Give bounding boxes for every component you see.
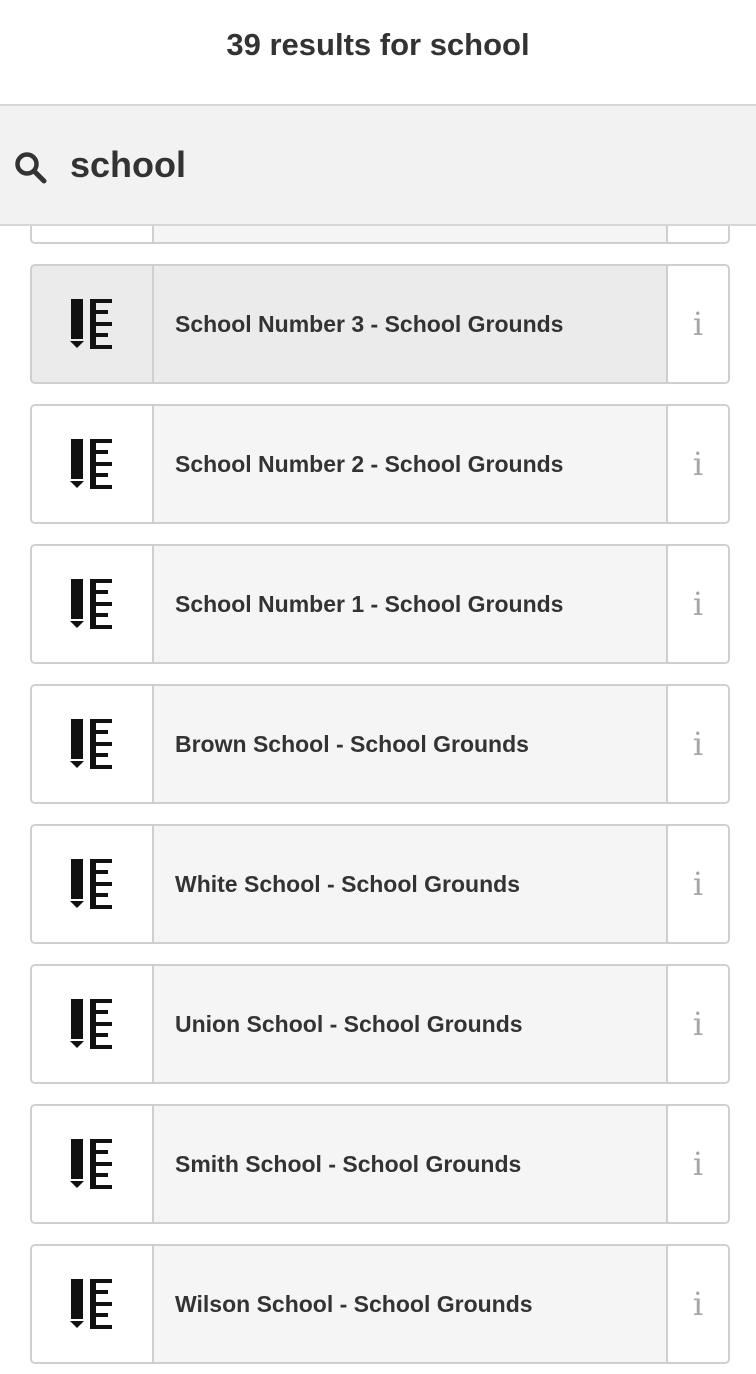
search-bar[interactable] xyxy=(0,104,756,226)
search-icon xyxy=(13,150,49,186)
result-icon-cell xyxy=(32,1106,154,1222)
search-input[interactable]: school xyxy=(70,144,187,185)
info-button[interactable] xyxy=(666,966,728,1082)
info-button[interactable] xyxy=(666,266,728,382)
info-button[interactable] xyxy=(666,406,728,522)
result-label: School Number 2 - School Grounds xyxy=(175,450,564,477)
page-title: 39 results for school xyxy=(226,27,530,62)
result-label: School Number 3 - School Grounds xyxy=(175,310,564,337)
result-row[interactable] xyxy=(30,1104,730,1224)
result-label: Smith School - School Grounds xyxy=(175,1150,522,1177)
result-label: School Number 1 - School Grounds xyxy=(175,590,564,617)
info-icon: i xyxy=(692,1285,704,1323)
result-icon-cell xyxy=(32,1246,154,1362)
info-icon: i xyxy=(692,305,704,343)
pencil-ruler-icon xyxy=(70,438,114,490)
info-icon: i xyxy=(692,725,704,763)
result-icon-cell xyxy=(32,966,154,1082)
info-button[interactable] xyxy=(666,686,728,802)
pencil-ruler-icon xyxy=(70,578,114,630)
result-row[interactable] xyxy=(30,1244,730,1364)
result-row[interactable] xyxy=(30,404,730,524)
result-label: Brown School - School Grounds xyxy=(175,730,529,757)
pencil-ruler-icon xyxy=(70,718,114,770)
result-icon-cell xyxy=(32,266,154,382)
info-button[interactable] xyxy=(666,546,728,662)
info-button[interactable] xyxy=(666,1106,728,1222)
result-row[interactable] xyxy=(30,684,730,804)
pencil-ruler-icon xyxy=(70,858,114,910)
info-button[interactable] xyxy=(666,1246,728,1362)
info-icon: i xyxy=(692,1005,704,1043)
result-icon-cell xyxy=(32,406,154,522)
result-icon-cell xyxy=(32,546,154,662)
result-row[interactable] xyxy=(30,964,730,1084)
info-button[interactable] xyxy=(666,826,728,942)
info-icon: i xyxy=(692,865,704,903)
pencil-ruler-icon xyxy=(70,1278,114,1330)
pencil-ruler-icon xyxy=(70,298,114,350)
result-icon-cell xyxy=(32,826,154,942)
results-header xyxy=(0,0,756,104)
result-row[interactable] xyxy=(30,824,730,944)
pencil-ruler-icon xyxy=(70,998,114,1050)
result-label: White School - School Grounds xyxy=(175,870,520,897)
result-row[interactable] xyxy=(30,544,730,664)
pencil-ruler-icon xyxy=(70,1138,114,1190)
info-icon: i xyxy=(692,1145,704,1183)
result-label: Union School - School Grounds xyxy=(175,1010,523,1037)
info-icon: i xyxy=(692,585,704,623)
result-row[interactable] xyxy=(30,264,730,384)
result-icon-cell xyxy=(32,686,154,802)
info-icon: i xyxy=(692,445,704,483)
result-label: Wilson School - School Grounds xyxy=(175,1290,533,1317)
